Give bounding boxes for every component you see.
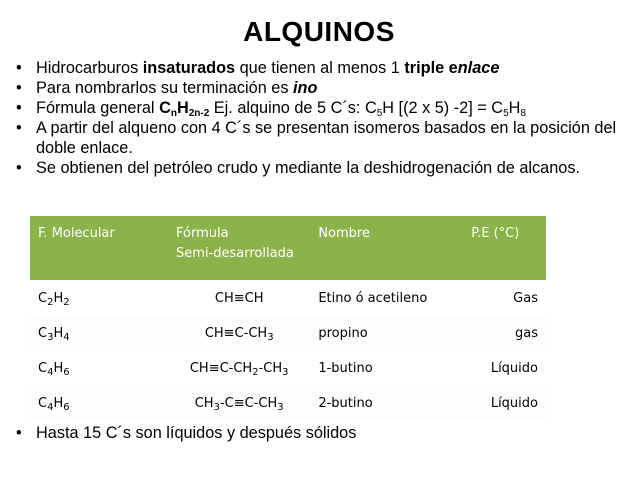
cell-molecular: $C_2H_2$ <box>30 281 168 316</box>
bullet-marker: • <box>16 59 22 77</box>
alkyne-table <box>30 216 546 420</box>
bullet-bold-italic: nlace <box>457 59 500 77</box>
bullet-liquidos <box>16 423 628 443</box>
bullet-text: H <box>508 99 521 117</box>
bullet-text: Hasta 15 C´s son líquidos y después sólidos <box>36 424 357 442</box>
subscript: 8 <box>520 108 526 119</box>
header-formula-line1: Fórmula <box>176 226 229 241</box>
cell-formula: $CH_3-C\equiv C-CH_3$ <box>168 386 310 421</box>
header-molecular: F. Molecular <box>30 216 168 281</box>
bullet-insaturados <box>16 58 628 78</box>
cell-pe: Gas <box>463 281 546 316</box>
cell-nombre: Etino ó acetileno <box>310 281 463 316</box>
subscript: 5 <box>503 108 509 119</box>
table-row <box>30 386 546 421</box>
bullet-obtencion <box>16 158 628 178</box>
table-header-row <box>30 216 546 281</box>
cell-molecular: $C_4H_6$ <box>30 386 168 421</box>
cell-nombre: 1-butino <box>310 351 463 386</box>
cell-pe: gas <box>463 316 546 351</box>
bullet-marker: • <box>16 424 22 442</box>
bullet-bold-italic: ino <box>293 79 318 97</box>
bullet-text: Para nombrarlos su terminación es <box>36 79 293 97</box>
cell-nombre: propino <box>310 316 463 351</box>
bullet-isomeros <box>16 118 628 158</box>
bullet-text: Se obtienen del petróleo crudo y mediante la deshidrogenación de alcanos. <box>36 159 580 177</box>
bullet-text: Fórmula general <box>36 99 160 117</box>
header-formula-line2: Semi-desarrollada <box>176 246 294 261</box>
header-pe: P.E (°C) <box>463 216 546 281</box>
bullet-text: Ej. alquino de 5 C´s: C <box>209 99 377 117</box>
bullet-text: Hidrocarburos <box>36 59 143 77</box>
bullet-text: que tienen al menos 1 <box>235 59 405 77</box>
bullet-marker: • <box>16 99 22 117</box>
bullet-marker: • <box>16 79 22 97</box>
bullet-bold: triple e <box>404 59 458 77</box>
table-row <box>30 351 546 386</box>
cell-pe: Líquido <box>463 386 546 421</box>
formula-h: H <box>176 99 189 117</box>
bullet-marker: • <box>16 159 22 177</box>
cell-formula: $CH\equiv C-CH_3$ <box>168 316 310 351</box>
table-row <box>30 316 546 351</box>
slide-title: ALQUINOS <box>243 16 395 47</box>
bullet-list <box>16 58 628 178</box>
cell-formula: CH≡CH <box>168 281 310 316</box>
bullet-bold: insaturados <box>142 59 236 77</box>
subscript: 5 <box>376 108 383 119</box>
bullet-marker: • <box>16 119 22 137</box>
formula-n: n <box>170 108 177 119</box>
cell-formula: $CH\equiv C-CH_2-CH_3$ <box>168 351 310 386</box>
cell-molecular: $C_4H_6$ <box>30 351 168 386</box>
header-nombre: Nombre <box>310 216 463 281</box>
bullet-formula-general <box>16 98 628 118</box>
header-formula <box>168 216 310 281</box>
bullet-terminacion <box>16 78 628 98</box>
bullet-text: A partir del alqueno con 4 C´s se presentan isomeros basados en la posición del doble enlace. <box>36 119 617 157</box>
formula-c: C <box>159 99 171 117</box>
cell-molecular: $C_3H_4$ <box>30 316 168 351</box>
cell-pe: Líquido <box>463 351 546 386</box>
formula-2n-2: 2n-2 <box>188 108 210 119</box>
cell-nombre: 2-butino <box>310 386 463 421</box>
table-row <box>30 281 546 316</box>
bullet-text: H [(2 x 5) -2] = C <box>382 99 504 117</box>
